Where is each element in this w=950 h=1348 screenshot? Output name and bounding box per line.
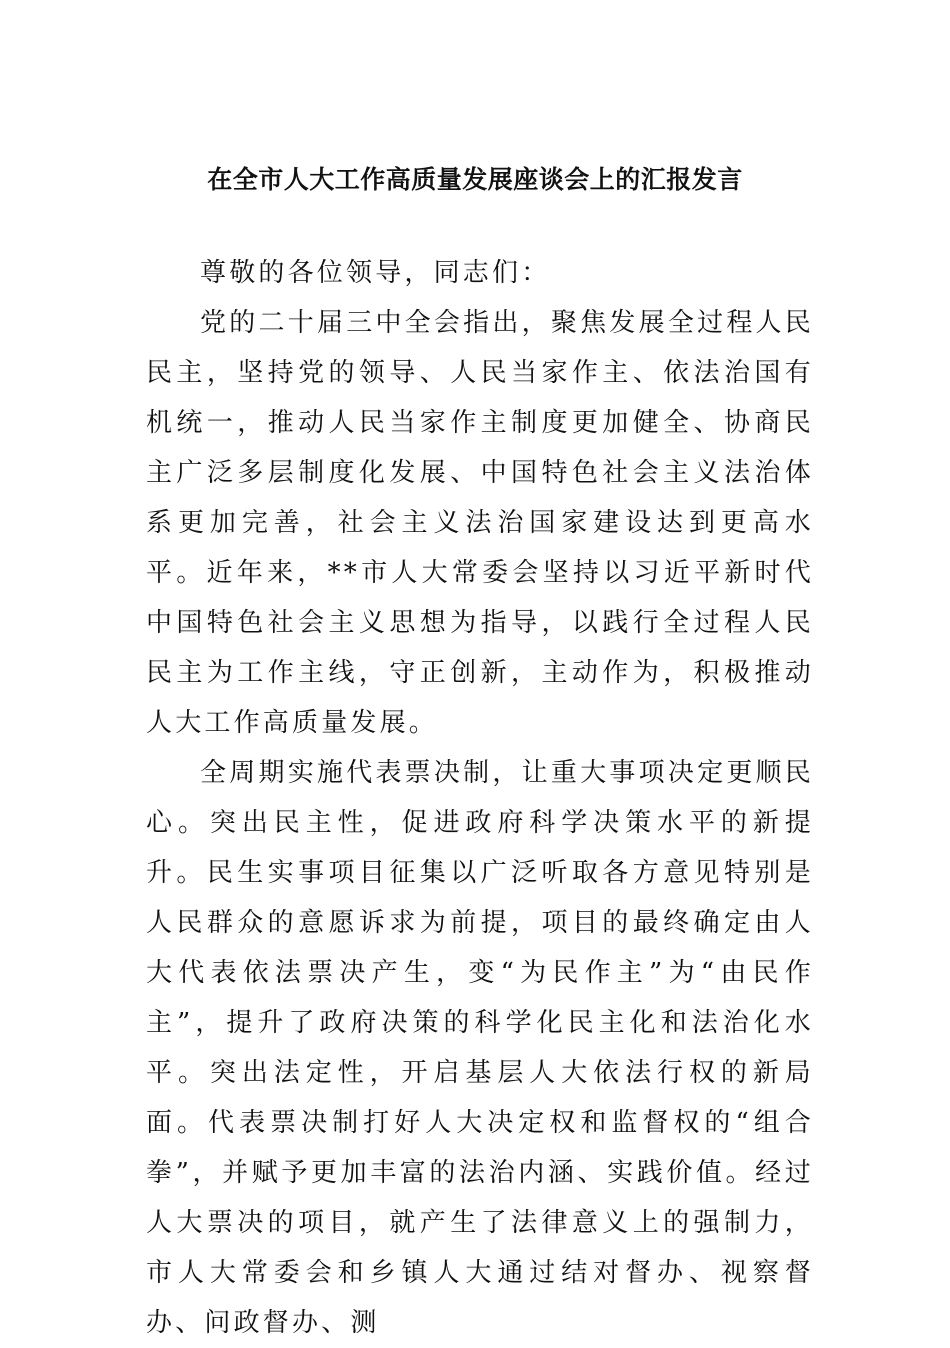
salutation: 尊敬的各位领导，同志们： [200, 258, 551, 288]
paragraph-intro: 党的二十届三中全会指出，聚焦发展全过程人民民主，坚持党的领导、人民当家作主、依法治国有机统一，推动人民当家作主制度更加健全、协商民主广泛多层制度化发展、中国特色社会主义法治体系更加完善，社会主义法治国家建设达到更高水平。近年来，**市人大常委会坚持以习近平新时代中国特色社会主义思想为指导，以践行全过程人民民主为工作主线，守正创新，主动作为，积极推动人大工作高质量发展。 [146, 308, 814, 738]
document-title: 在全市人大工作高质量发展座谈会上的汇报发言 [207, 165, 743, 194]
paragraph-voting-system: 全周期实施代表票决制，让重大事项决定更顺民心。突出民主性，促进政府科学决策水平的新提升。民生实事项目征集以广泛听取各方意见特别是人民群众的意愿诉求为前提，项目的最终确定由人大代表依法票决产生，变“为民作主”为“由民作主”，提升了政府决策的科学化民主化和法治化水平。突出法定性，开启基层人大依法行权的新局面。代表票决制打好人大决定权和监督权的“组合拳”，并赋予更加丰富的法治内涵、实践价值。经过人大票决的项目，就产生了法律意义上的强制力，市人大常委会和乡镇人大通过结对督办、视察督办、问政督办、测 [146, 758, 814, 1338]
document-body [146, 248, 814, 1348]
